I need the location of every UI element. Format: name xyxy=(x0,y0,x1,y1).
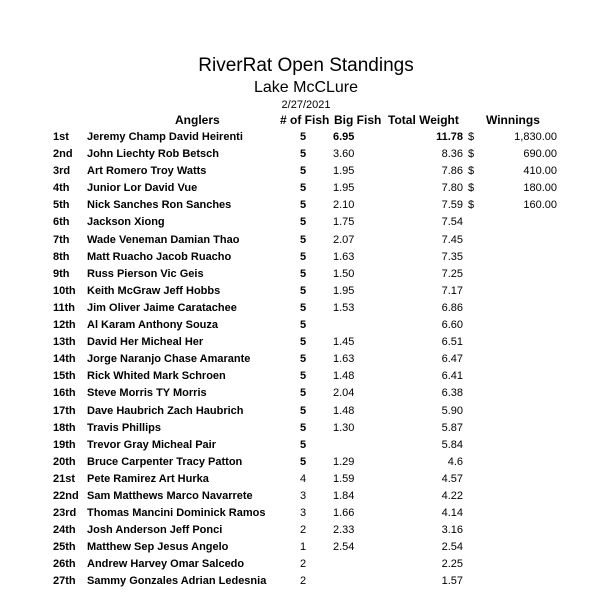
fish-count-cell: 5 xyxy=(299,438,307,451)
table-row xyxy=(0,351,612,368)
currency-symbol-cell: $ xyxy=(468,182,475,195)
big-fish-cell: 1.95 xyxy=(333,182,355,195)
place-cell: 23rd xyxy=(53,507,77,520)
fish-count-cell: 2 xyxy=(299,524,307,537)
table-row xyxy=(0,129,612,146)
place-cell: 25th xyxy=(53,541,76,554)
big-fish-cell: 1.45 xyxy=(333,336,355,349)
winnings-cell: 410.00 xyxy=(523,165,557,178)
table-row xyxy=(0,471,612,488)
fish-count-cell: 5 xyxy=(299,233,307,246)
winnings-cell: 180.00 xyxy=(523,182,557,195)
currency-symbol-cell: $ xyxy=(468,148,475,161)
big-fish-cell: 1.75 xyxy=(333,216,355,229)
table-row xyxy=(0,163,612,180)
column-header-fish-count: # of Fish xyxy=(280,113,330,127)
total-weight-cell: 7.35 xyxy=(441,250,463,263)
place-cell: 19th xyxy=(53,438,76,451)
big-fish-cell: 2.54 xyxy=(333,541,355,554)
table-row xyxy=(0,454,612,471)
total-weight-cell: 6.86 xyxy=(441,301,463,314)
table-row xyxy=(0,249,612,266)
table-row xyxy=(0,317,612,334)
currency-symbol-cell: $ xyxy=(468,131,475,143)
page-title: RiverRat Open Standings xyxy=(198,55,414,76)
total-weight-cell: 5.84 xyxy=(441,438,463,451)
place-cell: 14th xyxy=(53,353,76,366)
lake-name: Lake McCLure xyxy=(253,79,359,96)
total-weight-cell: 4.57 xyxy=(441,472,463,485)
table-row xyxy=(0,283,612,300)
place-cell: 9th xyxy=(53,267,70,280)
total-weight-cell: 1.57 xyxy=(441,575,463,588)
table-row xyxy=(0,214,612,231)
fish-count-cell: 5 xyxy=(299,284,307,297)
anglers-cell: Junior Lor David Vue xyxy=(87,182,198,195)
big-fish-cell: 3.60 xyxy=(333,148,355,161)
fish-count-cell: 5 xyxy=(299,216,307,229)
big-fish-cell: 2.04 xyxy=(333,387,355,400)
total-weight-cell: 7.45 xyxy=(441,233,463,246)
winnings-cell: 160.00 xyxy=(523,199,557,212)
place-cell: 24th xyxy=(53,524,76,537)
table-row xyxy=(0,522,612,539)
table-row xyxy=(0,420,612,437)
total-weight-cell: 5.90 xyxy=(441,404,463,417)
big-fish-cell: 2.10 xyxy=(333,199,355,212)
fish-count-cell: 5 xyxy=(299,131,307,143)
anglers-cell: Wade Veneman Damian Thao xyxy=(87,233,240,246)
anglers-cell: David Her Micheal Her xyxy=(87,336,204,349)
place-cell: 1st xyxy=(53,131,69,143)
anglers-cell: Rick Whited Mark Schroen xyxy=(87,370,226,383)
anglers-cell: Dave Haubrich Zach Haubrich xyxy=(87,404,244,417)
anglers-cell: Matthew Sep Jesus Angelo xyxy=(87,541,229,554)
big-fish-cell: 1.50 xyxy=(333,267,355,280)
big-fish-cell: 1.95 xyxy=(333,165,355,178)
anglers-cell: John Liechty Rob Betsch xyxy=(87,148,220,161)
event-date: 2/27/2021 xyxy=(281,99,331,111)
place-cell: 17th xyxy=(53,404,76,417)
total-weight-cell: 4.22 xyxy=(441,489,463,502)
table-row xyxy=(0,368,612,385)
big-fish-cell: 1.30 xyxy=(333,421,355,434)
fish-count-cell: 3 xyxy=(299,507,307,520)
anglers-cell: Sam Matthews Marco Navarrete xyxy=(87,489,253,502)
anglers-cell: Bruce Carpenter Tracy Patton xyxy=(87,455,243,468)
column-header-total-weight: Total Weight xyxy=(388,113,459,127)
place-cell: 21st xyxy=(53,472,76,485)
table-row xyxy=(0,232,612,249)
currency-symbol-cell: $ xyxy=(468,165,475,178)
anglers-cell: Al Karam Anthony Souza xyxy=(87,319,218,332)
anglers-cell: Nick Sanches Ron Sanches xyxy=(87,199,232,212)
place-cell: 2nd xyxy=(53,148,73,161)
place-cell: 7th xyxy=(53,233,70,246)
winnings-cell: 1,830.00 xyxy=(514,131,557,143)
anglers-cell: Sammy Gonzales Adrian Ledesnia xyxy=(87,575,267,588)
big-fish-cell: 1.48 xyxy=(333,404,355,417)
total-weight-cell: 6.47 xyxy=(441,353,463,366)
fish-count-cell: 2 xyxy=(299,558,307,571)
big-fish-cell: 1.48 xyxy=(333,370,355,383)
fish-count-cell: 5 xyxy=(299,387,307,400)
fish-count-cell: 5 xyxy=(299,182,307,195)
anglers-cell: Russ Pierson Vic Geis xyxy=(87,267,204,280)
anglers-cell: Travis Phillips xyxy=(87,421,161,434)
winnings-cell: 690.00 xyxy=(523,148,557,161)
anglers-cell: Thomas Mancini Dominick Ramos xyxy=(87,507,266,520)
total-weight-cell: 7.80 xyxy=(441,182,463,195)
place-cell: 16th xyxy=(53,387,76,400)
big-fish-cell: 1.66 xyxy=(333,507,355,520)
table-row xyxy=(0,334,612,351)
place-cell: 13th xyxy=(53,336,76,349)
fish-count-cell: 5 xyxy=(299,250,307,263)
table-row xyxy=(0,146,612,163)
total-weight-cell: 3.16 xyxy=(441,524,463,537)
currency-symbol-cell: $ xyxy=(468,199,475,212)
fish-count-cell: 5 xyxy=(299,404,307,417)
fish-count-cell: 5 xyxy=(299,165,307,178)
fish-count-cell: 5 xyxy=(299,421,307,434)
anglers-cell: Jorge Naranjo Chase Amarante xyxy=(87,353,251,366)
total-weight-cell: 7.86 xyxy=(441,165,463,178)
place-cell: 18th xyxy=(53,421,76,434)
big-fish-cell: 1.59 xyxy=(333,472,355,485)
column-header-anglers: Anglers xyxy=(175,113,220,127)
table-row xyxy=(0,488,612,505)
anglers-cell: Trevor Gray Micheal Pair xyxy=(87,438,217,451)
table-row xyxy=(0,180,612,197)
table-row xyxy=(0,197,612,214)
total-weight-cell: 2.54 xyxy=(441,541,463,554)
anglers-cell: Matt Ruacho Jacob Ruacho xyxy=(87,250,232,263)
total-weight-cell: 6.41 xyxy=(441,370,463,383)
big-fish-cell: 2.33 xyxy=(333,524,355,537)
fish-count-cell: 5 xyxy=(299,148,307,161)
fish-count-cell: 1 xyxy=(299,541,307,554)
column-header-big-fish: Big Fish xyxy=(334,113,382,127)
place-cell: 4th xyxy=(53,182,70,195)
big-fish-cell: 2.07 xyxy=(333,233,355,246)
fish-count-cell: 2 xyxy=(299,575,307,588)
place-cell: 6th xyxy=(53,216,70,229)
place-cell: 26th xyxy=(53,558,76,571)
table-row xyxy=(0,403,612,420)
table-row xyxy=(0,437,612,454)
table-row xyxy=(0,556,612,573)
place-cell: 11th xyxy=(53,301,76,314)
total-weight-cell: 6.60 xyxy=(441,319,463,332)
total-weight-cell: 5.87 xyxy=(441,421,463,434)
anglers-cell: Art Romero Troy Watts xyxy=(87,165,207,178)
total-weight-cell: 7.54 xyxy=(441,216,463,229)
table-row xyxy=(0,539,612,556)
fish-count-cell: 5 xyxy=(299,301,307,314)
standings-table xyxy=(0,129,612,591)
total-weight-cell: 7.17 xyxy=(441,284,463,297)
big-fish-cell: 1.95 xyxy=(333,284,355,297)
place-cell: 27th xyxy=(53,575,76,588)
total-weight-cell: 11.78 xyxy=(436,131,463,143)
total-weight-cell: 4.6 xyxy=(447,455,463,468)
anglers-cell: Pete Ramirez Art Hurka xyxy=(87,472,209,485)
table-row xyxy=(0,385,612,402)
fish-count-cell: 4 xyxy=(299,472,307,485)
place-cell: 20th xyxy=(53,455,76,468)
place-cell: 3rd xyxy=(53,165,71,178)
big-fish-cell: 1.29 xyxy=(333,455,355,468)
anglers-cell: Andrew Harvey Omar Salcedo xyxy=(87,558,245,571)
place-cell: 10th xyxy=(53,284,76,297)
big-fish-cell: 1.53 xyxy=(333,301,355,314)
table-row xyxy=(0,573,612,590)
total-weight-cell: 6.51 xyxy=(441,336,463,349)
place-cell: 15th xyxy=(53,370,76,383)
fish-count-cell: 5 xyxy=(299,336,307,349)
column-header-winnings: Winnings xyxy=(486,113,540,127)
big-fish-cell: 1.63 xyxy=(333,250,355,263)
anglers-cell: Jeremy Champ David Heirenti xyxy=(87,131,243,143)
table-row xyxy=(0,300,612,317)
total-weight-cell: 2.25 xyxy=(441,558,463,571)
big-fish-cell: 1.63 xyxy=(333,353,355,366)
fish-count-cell: 5 xyxy=(299,199,307,212)
table-row xyxy=(0,505,612,522)
fish-count-cell: 5 xyxy=(299,267,307,280)
place-cell: 5th xyxy=(53,199,70,212)
fish-count-cell: 5 xyxy=(299,319,307,332)
place-cell: 12th xyxy=(53,319,76,332)
fish-count-cell: 5 xyxy=(299,455,307,468)
place-cell: 8th xyxy=(53,250,70,263)
fish-count-cell: 3 xyxy=(299,489,307,502)
total-weight-cell: 4.14 xyxy=(441,507,463,520)
total-weight-cell: 7.59 xyxy=(441,199,463,212)
place-cell: 22nd xyxy=(53,489,79,502)
anglers-cell: Steve Morris TY Morris xyxy=(87,387,207,400)
table-row xyxy=(0,266,612,283)
anglers-cell: Keith McGraw Jeff Hobbs xyxy=(87,284,221,297)
anglers-cell: Jim Oliver Jaime Caratachee xyxy=(87,301,237,314)
fish-count-cell: 5 xyxy=(299,370,307,383)
fish-count-cell: 5 xyxy=(299,353,307,366)
total-weight-cell: 8.36 xyxy=(441,148,463,161)
big-fish-cell: 1.84 xyxy=(333,489,355,502)
total-weight-cell: 7.25 xyxy=(441,267,463,280)
big-fish-cell: 6.95 xyxy=(333,131,355,143)
anglers-cell: Josh Anderson Jeff Ponci xyxy=(87,524,223,537)
total-weight-cell: 6.38 xyxy=(441,387,463,400)
anglers-cell: Jackson Xiong xyxy=(87,216,165,229)
column-header-row xyxy=(0,113,612,129)
